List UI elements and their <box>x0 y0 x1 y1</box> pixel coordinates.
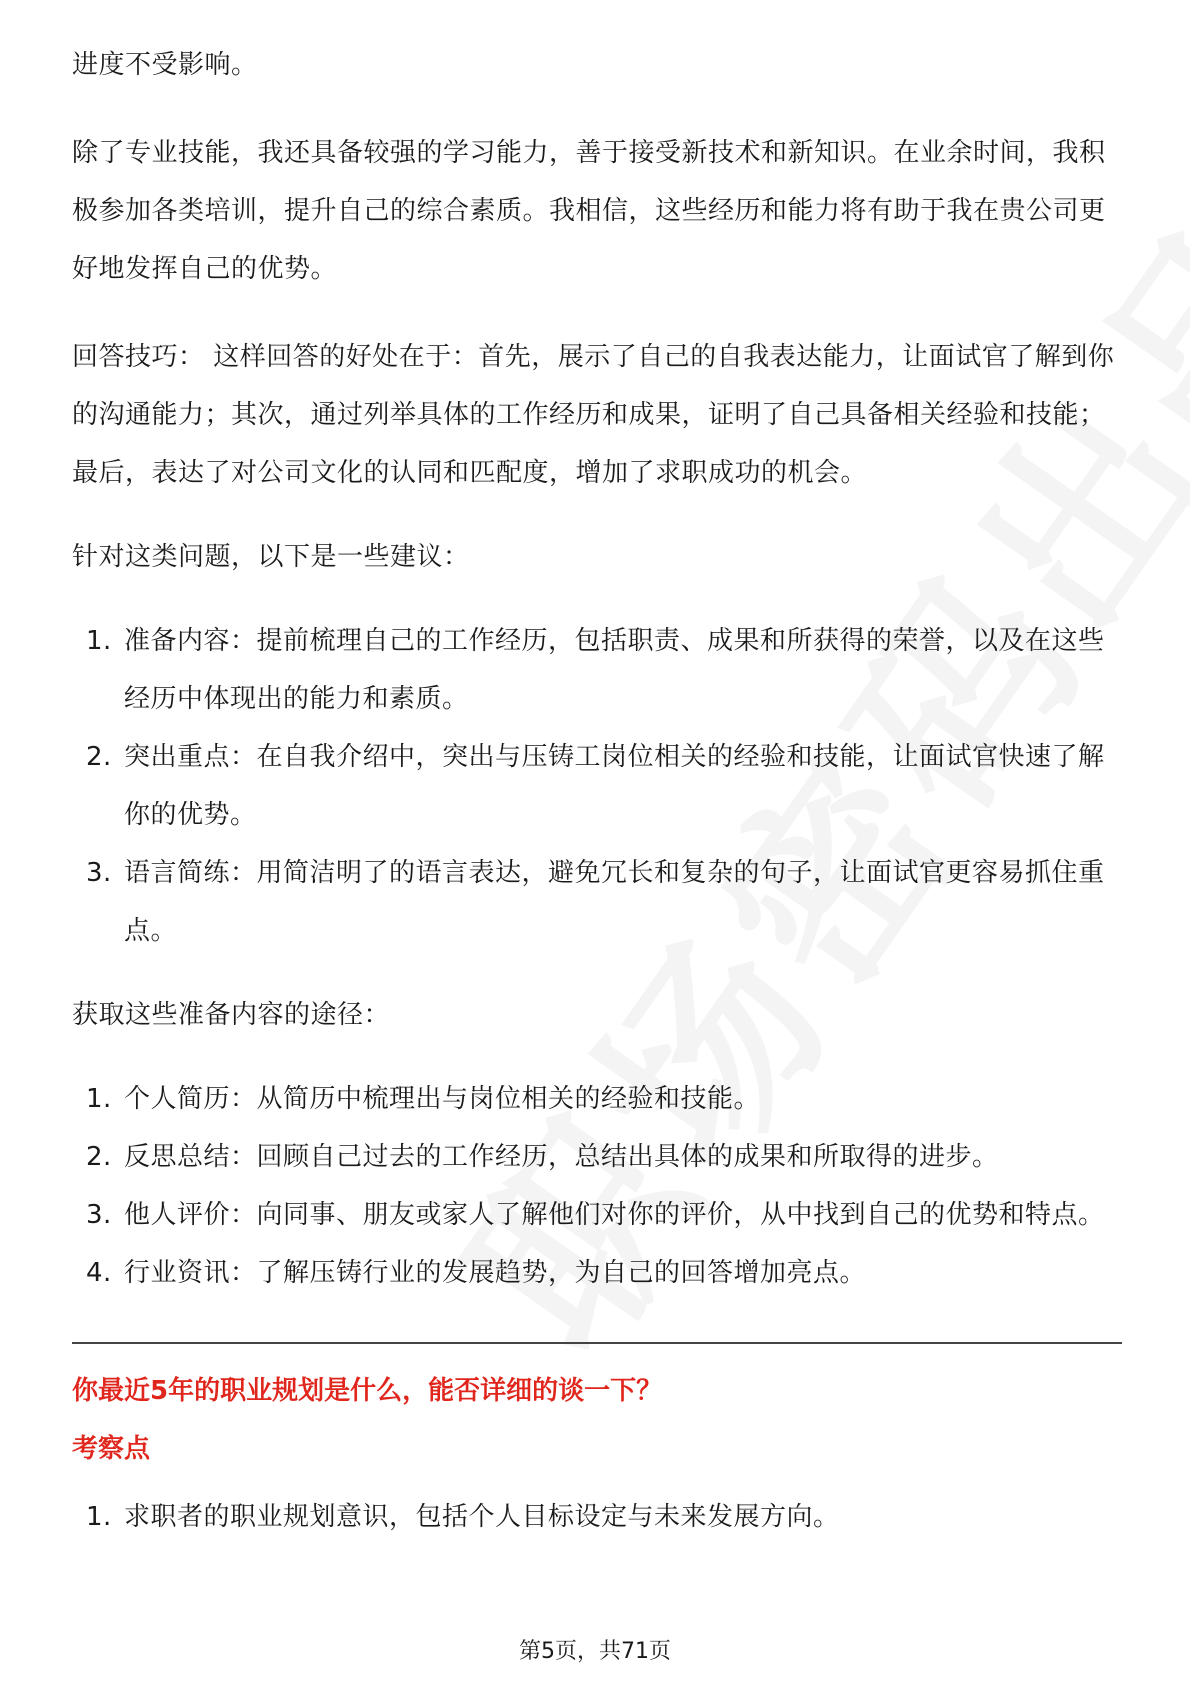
list-number: 2. <box>86 742 112 772</box>
list-number: 3. <box>86 1200 112 1230</box>
list-item <box>72 1070 1122 1128</box>
list-number: 4. <box>86 1258 112 1288</box>
list-item-text: 行业资讯：了解压铸行业的发展趋势，为自己的回答增加亮点。 <box>124 1258 867 1288</box>
list-item <box>72 844 1122 960</box>
list-number: 1. <box>86 626 112 656</box>
list-item-text: 语言简练：用简洁明了的语言表达，避免冗长和复杂的句子，让面试官更容易抓住重点。 <box>124 858 1105 946</box>
paragraph: 获取这些准备内容的途径： <box>72 1000 391 1030</box>
answer-tips-paragraph: 回答技巧： 这样回答的好处在于：首先，展示了自己的自我表达能力，让面试官了解到你的沟通能力；其次，通过列举具体的工作经历和成果，证明了自己具备相关经验和技能；最后，表达了对公司文化的认同和匹配度，增加了求职成功的机会。 <box>72 342 1115 488</box>
suggestions-list <box>72 612 1122 960</box>
list-number: 1. <box>86 1502 112 1532</box>
list-number: 3. <box>86 858 112 888</box>
paragraph: 进度不受影响。 <box>72 50 258 80</box>
list-item <box>72 1244 1122 1302</box>
list-item-text: 准备内容：提前梳理自己的工作经历，包括职责、成果和所获得的荣誉，以及在这些经历中体现出的能力和素质。 <box>124 626 1105 714</box>
list-item <box>72 612 1122 728</box>
section-subtitle: 考察点 <box>72 1434 151 1464</box>
list-item <box>72 1186 1122 1244</box>
list-item <box>72 728 1122 844</box>
sources-list <box>72 1070 1122 1302</box>
list-item-text: 他人评价：向同事、朋友或家人了解他们对你的评价，从中找到自己的优势和特点。 <box>124 1200 1105 1230</box>
document-page <box>72 36 1122 1546</box>
list-number: 1. <box>86 1084 112 1114</box>
list-item-text: 突出重点：在自我介绍中，突出与压铸工岗位相关的经验和技能，让面试官快速了解你的优势。 <box>124 742 1105 830</box>
page-footer: 第5页，共71页 <box>519 1639 671 1664</box>
list-item-text: 求职者的职业规划意识，包括个人目标设定与未来发展方向。 <box>124 1502 840 1532</box>
assessment-points-list <box>72 1488 1122 1546</box>
paragraph: 除了专业技能，我还具备较强的学习能力，善于接受新技术和新知识。在业余时间，我积极参加各类培训，提升自己的综合素质。我相信，这些经历和能力将有助于我在贵公司更好地发挥自己的优势。 <box>72 138 1106 284</box>
list-number: 2. <box>86 1142 112 1172</box>
question-title: 你最近5年的职业规划是什么，能否详细的谈一下？ <box>72 1376 663 1406</box>
list-item <box>72 1128 1122 1186</box>
list-item-text: 个人简历：从简历中梳理出与岗位相关的经验和技能。 <box>124 1084 761 1114</box>
section-divider <box>72 1342 1122 1344</box>
list-item-text: 反思总结：回顾自己过去的工作经历，总结出具体的成果和所取得的进步。 <box>124 1142 999 1172</box>
list-item <box>72 1488 1122 1546</box>
paragraph: 针对这类问题，以下是一些建议： <box>72 542 470 572</box>
